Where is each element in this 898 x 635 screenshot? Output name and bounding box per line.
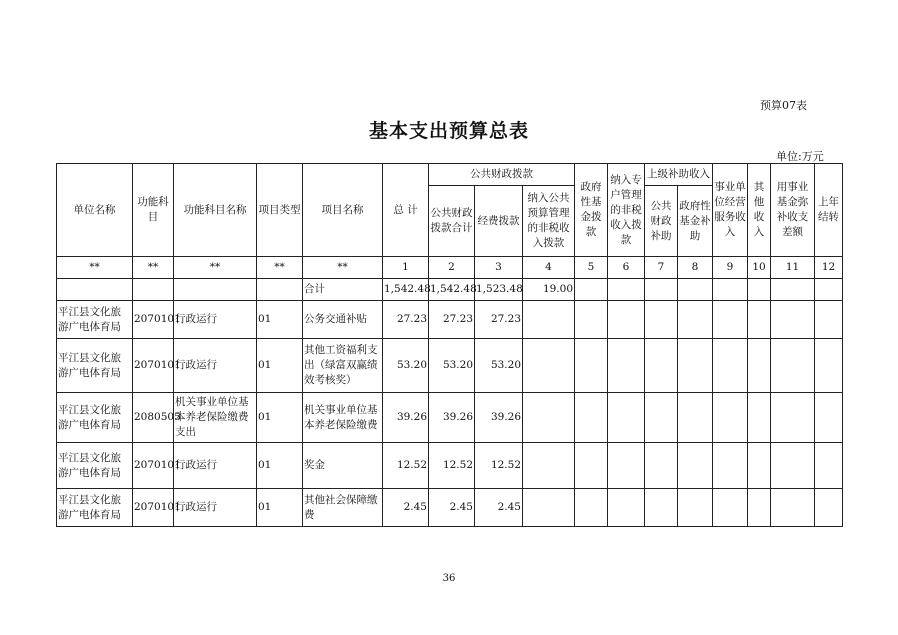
unit-cell: 平江县文化旅游广电体育局 <box>57 301 133 339</box>
header-other-income: 其他收入 <box>748 164 771 257</box>
total-operating: 1,523.48 <box>475 279 523 301</box>
marker-cell: 3 <box>475 257 523 279</box>
code-cell: 2070101 <box>133 301 174 339</box>
total-label: 合计 <box>303 279 383 301</box>
code-cell: 2070101 <box>133 489 174 527</box>
func-cell: 行政运行 <box>174 443 257 489</box>
header-func-code: 功能科目 <box>133 164 174 257</box>
header-public-finance-total: 公共财政拨款合计 <box>429 186 475 257</box>
code-cell: 2080505 <box>133 393 174 443</box>
header-operating-funds: 经费拨款 <box>475 186 523 257</box>
func-cell: 行政运行 <box>174 339 257 393</box>
page-number: 36 <box>442 573 456 584</box>
project-cell: 机关事业单位基本养老保险缴费 <box>303 393 383 443</box>
project-cell: 公务交通补贴 <box>303 301 383 339</box>
marker-cell: 4 <box>523 257 575 279</box>
marker-cell: 9 <box>713 257 748 279</box>
type-cell: 01 <box>257 489 303 527</box>
marker-cell: 12 <box>815 257 843 279</box>
public-total-cell: 39.26 <box>429 393 475 443</box>
header-gov-fund-subsidy: 政府性基金补助 <box>678 186 713 257</box>
marker-cell: 8 <box>678 257 713 279</box>
table-row <box>57 393 843 443</box>
code-cell: 2070101 <box>133 443 174 489</box>
total-cell: 53.20 <box>383 339 429 393</box>
project-cell: 其他社会保障缴费 <box>303 489 383 527</box>
budget-table <box>56 163 843 527</box>
marker-cell: 10 <box>748 257 771 279</box>
header-public-finance: 公共财政拨款 <box>429 164 575 186</box>
header-func-name: 功能科目名称 <box>174 164 257 257</box>
public-total-cell: 2.45 <box>429 489 475 527</box>
total-cell: 2.45 <box>383 489 429 527</box>
unit-label: 单位:万元 <box>776 150 824 163</box>
unit-cell: 平江县文化旅游广电体育局 <box>57 489 133 527</box>
header-gov-fund: 政府性基金拨款 <box>575 164 608 257</box>
unit-cell: 平江县文化旅游广电体育局 <box>57 443 133 489</box>
header-superior-subsidy: 上级补助收入 <box>645 164 713 186</box>
func-cell: 行政运行 <box>174 301 257 339</box>
total-public: 1,542.48 <box>429 279 475 301</box>
unit-cell: 平江县文化旅游广电体育局 <box>57 339 133 393</box>
marker-cell: ** <box>257 257 303 279</box>
header-proj-name: 项目名称 <box>303 164 383 257</box>
total-non-tax: 19.00 <box>523 279 575 301</box>
total-cell: 39.26 <box>383 393 429 443</box>
header-prior-carryover: 上年结转 <box>815 164 843 257</box>
table-row <box>57 339 843 393</box>
public-total-cell: 12.52 <box>429 443 475 489</box>
total-cell: 12.52 <box>383 443 429 489</box>
func-cell: 行政运行 <box>174 489 257 527</box>
form-number: 预算07表 <box>760 99 807 112</box>
page-title: 基本支出预算总表 <box>368 120 529 142</box>
operating-cell: 39.26 <box>475 393 523 443</box>
marker-cell: 11 <box>771 257 815 279</box>
header-total: 总 计 <box>383 164 429 257</box>
total-cell: 27.23 <box>383 301 429 339</box>
header-special-non-tax: 纳入专户管理的非税收入拨款 <box>608 164 645 257</box>
marker-cell: ** <box>57 257 133 279</box>
header-fund-balance: 用事业基金弥补收支差额 <box>771 164 815 257</box>
public-total-cell: 53.20 <box>429 339 475 393</box>
total-value: 1,542.48 <box>383 279 429 301</box>
operating-cell: 12.52 <box>475 443 523 489</box>
project-cell: 奖金 <box>303 443 383 489</box>
type-cell: 01 <box>257 393 303 443</box>
header-proj-type: 项目类型 <box>257 164 303 257</box>
func-cell: 机关事业单位基本养老保险缴费支出 <box>174 393 257 443</box>
table-row <box>57 489 843 527</box>
total-row <box>57 279 843 301</box>
type-cell: 01 <box>257 339 303 393</box>
marker-cell: ** <box>303 257 383 279</box>
marker-cell: 2 <box>429 257 475 279</box>
marker-cell: 1 <box>383 257 429 279</box>
marker-cell: 7 <box>645 257 678 279</box>
table-row <box>57 301 843 339</box>
marker-cell: ** <box>133 257 174 279</box>
table-row <box>57 443 843 489</box>
marker-cell: 6 <box>608 257 645 279</box>
marker-cell: ** <box>174 257 257 279</box>
header-non-tax-public: 纳入公共预算管理的非税收入拨款 <box>523 186 575 257</box>
unit-cell: 平江县文化旅游广电体育局 <box>57 393 133 443</box>
marker-cell: 5 <box>575 257 608 279</box>
code-cell: 2070101 <box>133 339 174 393</box>
marker-row <box>57 257 843 279</box>
public-total-cell: 27.23 <box>429 301 475 339</box>
project-cell: 其他工资福利支出（绿富双赢绩效考核奖） <box>303 339 383 393</box>
operating-cell: 53.20 <box>475 339 523 393</box>
header-public-finance-subsidy: 公共财政补助 <box>645 186 678 257</box>
operating-cell: 27.23 <box>475 301 523 339</box>
type-cell: 01 <box>257 301 303 339</box>
header-business-income: 事业单位经营服务收入 <box>713 164 748 257</box>
operating-cell: 2.45 <box>475 489 523 527</box>
header-unit-name: 单位名称 <box>57 164 133 257</box>
type-cell: 01 <box>257 443 303 489</box>
